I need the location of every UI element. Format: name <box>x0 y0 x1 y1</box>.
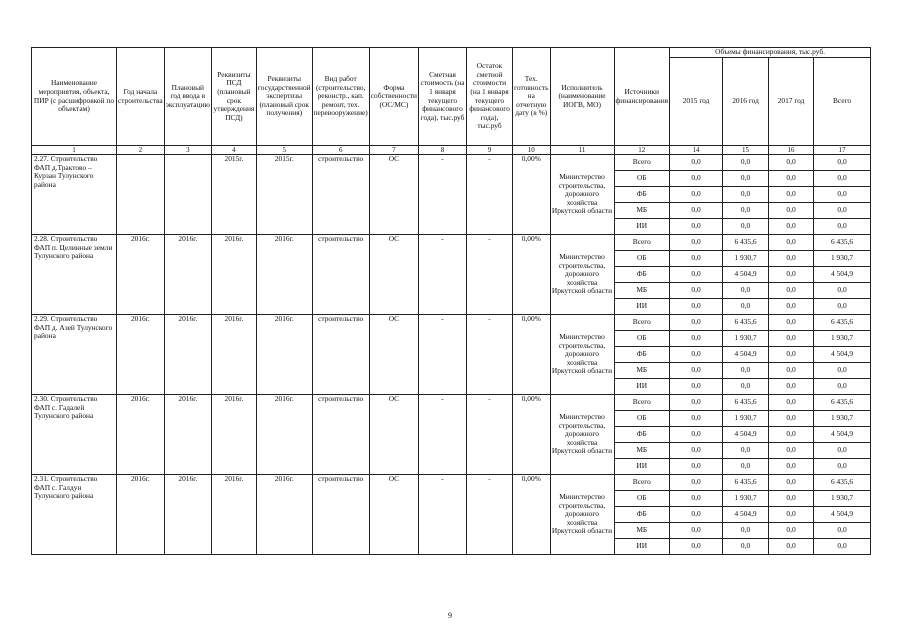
header-2016: 2016 год <box>723 58 769 146</box>
amount-cell: 0,0 <box>723 523 769 539</box>
amount-cell: 1 930,7 <box>723 411 769 427</box>
column-number: 8 <box>419 146 467 155</box>
amount-cell: 0,0 <box>723 443 769 459</box>
executor: Министерство строительства, дорожного хозяйства Иркутской области <box>550 235 614 315</box>
header-2015: 2015 год <box>670 58 723 146</box>
amount-cell: 0,0 <box>769 203 814 219</box>
est-cost: - <box>419 155 467 235</box>
source-label: ИИ <box>614 459 670 475</box>
column-number: 9 <box>467 146 513 155</box>
amount-cell: 0,0 <box>723 155 769 171</box>
amount-cell: 0,0 <box>769 187 814 203</box>
amount-cell: 0,0 <box>814 283 871 299</box>
amount-cell: 1 930,7 <box>814 411 871 427</box>
readiness: 0,00% <box>513 475 550 555</box>
start-year: 2016г. <box>117 395 165 475</box>
plan-year: 2016г. <box>164 395 211 475</box>
page-number: 9 <box>448 611 452 620</box>
amount-cell: 0,0 <box>723 363 769 379</box>
expertise-date: 2015г. <box>256 155 312 235</box>
amount-cell: 4 504,9 <box>723 507 769 523</box>
source-label: Всего <box>614 395 670 411</box>
amount-cell: 0,0 <box>814 219 871 235</box>
source-label: МБ <box>614 283 670 299</box>
source-label: ОБ <box>614 331 670 347</box>
header-plan-year: Плановый год ввода в эксплуатацию <box>164 48 211 146</box>
column-number: 4 <box>211 146 256 155</box>
work-type: строительство <box>312 315 369 395</box>
column-number: 16 <box>769 146 814 155</box>
amount-cell: 0,0 <box>769 315 814 331</box>
header-name: Наименование мероприятия, объекта, ПИР (с расшифровкой по объектам) <box>32 48 117 146</box>
amount-cell: 4 504,9 <box>814 347 871 363</box>
expertise-date: 2016г. <box>256 235 312 315</box>
amount-cell: 0,0 <box>814 379 871 395</box>
source-label: ФБ <box>614 507 670 523</box>
column-number: 5 <box>256 146 312 155</box>
readiness: 0,00% <box>513 315 550 395</box>
est-cost: - <box>419 475 467 555</box>
header-work-type: Вид работ (строительство, реконстр., кап. ремонт, тех. перевооружение) <box>312 48 369 146</box>
amount-cell: 6 435,6 <box>814 315 871 331</box>
amount-cell: 0,0 <box>670 315 723 331</box>
header-sources: Источники финансирования <box>614 48 670 146</box>
header-start-year: Год начала строительства <box>117 48 165 146</box>
column-number: 11 <box>550 146 614 155</box>
start-year: 2016г. <box>117 315 165 395</box>
header-readiness: Тех. готовность на отчетную дату (в %) <box>513 48 550 146</box>
column-number: 1 <box>32 146 117 155</box>
amount-cell: 6 435,6 <box>814 475 871 491</box>
executor: Министерство строительства, дорожного хозяйства Иркутской области <box>550 155 614 235</box>
source-label: ОБ <box>614 251 670 267</box>
source-label: ФБ <box>614 267 670 283</box>
amount-cell: 0,0 <box>670 251 723 267</box>
amount-cell: 0,0 <box>814 155 871 171</box>
amount-cell: 0,0 <box>670 331 723 347</box>
amount-cell: 4 504,9 <box>814 267 871 283</box>
amount-cell: 0,0 <box>723 283 769 299</box>
readiness: 0,00% <box>513 395 550 475</box>
amount-cell: 0,0 <box>670 283 723 299</box>
financing-table <box>31 47 871 555</box>
header-remain-cost: Остаток сметной стоимости (на 1 января текущего финансового года), тыс.руб <box>467 48 513 146</box>
header-volumes: Объемы финансирования, тыс.руб. <box>670 48 871 58</box>
amount-cell: 0,0 <box>670 523 723 539</box>
source-label: Всего <box>614 475 670 491</box>
amount-cell: 0,0 <box>670 491 723 507</box>
amount-cell: 1 930,7 <box>814 331 871 347</box>
amount-cell: 4 504,9 <box>814 427 871 443</box>
readiness: 0,00% <box>513 155 550 235</box>
column-number: 17 <box>814 146 871 155</box>
amount-cell: 0,0 <box>769 251 814 267</box>
est-cost: - <box>419 315 467 395</box>
expertise-date: 2016г. <box>256 395 312 475</box>
amount-cell: 0,0 <box>670 507 723 523</box>
amount-cell: 0,0 <box>814 203 871 219</box>
est-cost: - <box>419 235 467 315</box>
table-row <box>32 155 871 171</box>
start-year <box>117 155 165 235</box>
amount-cell: 0,0 <box>814 299 871 315</box>
table-row <box>32 475 871 491</box>
ownership: ОС <box>369 155 418 235</box>
amount-cell: 0,0 <box>769 523 814 539</box>
source-label: МБ <box>614 443 670 459</box>
amount-cell: 0,0 <box>670 363 723 379</box>
ownership: ОС <box>369 475 418 555</box>
amount-cell: 0,0 <box>769 363 814 379</box>
source-label: МБ <box>614 523 670 539</box>
header-est-cost: Сметная стоимость (на 1 января текущего финансового года), тыс.руб <box>419 48 467 146</box>
source-label: ФБ <box>614 187 670 203</box>
amount-cell: 0,0 <box>769 443 814 459</box>
source-label: МБ <box>614 363 670 379</box>
amount-cell: 4 504,9 <box>814 507 871 523</box>
header-2017: 2017 год <box>769 58 814 146</box>
amount-cell: 1 930,7 <box>814 491 871 507</box>
amount-cell: 1 930,7 <box>723 491 769 507</box>
amount-cell: 6 435,6 <box>723 235 769 251</box>
amount-cell: 0,0 <box>723 539 769 555</box>
source-label: ФБ <box>614 347 670 363</box>
header-executor: Исполнитель (наименование ИОГВ, МО) <box>550 48 614 146</box>
amount-cell: 0,0 <box>670 299 723 315</box>
source-label: ИИ <box>614 299 670 315</box>
ownership: ОС <box>369 315 418 395</box>
source-label: ОБ <box>614 411 670 427</box>
psd-date: 2015г. <box>211 155 256 235</box>
executor: Министерство строительства, дорожного хозяйства Иркутской области <box>550 315 614 395</box>
amount-cell: 0,0 <box>769 299 814 315</box>
column-number: 6 <box>312 146 369 155</box>
remain-cost: - <box>467 155 513 235</box>
amount-cell: 0,0 <box>769 347 814 363</box>
amount-cell: 0,0 <box>769 459 814 475</box>
amount-cell: 0,0 <box>814 171 871 187</box>
ownership: ОС <box>369 235 418 315</box>
amount-cell: 0,0 <box>670 459 723 475</box>
readiness: 0,00% <box>513 235 550 315</box>
amount-cell: 4 504,9 <box>723 427 769 443</box>
remain-cost: - <box>467 475 513 555</box>
amount-cell: 0,0 <box>814 443 871 459</box>
psd-date: 2016г. <box>211 315 256 395</box>
object-name: 2.28. Строительство ФАП п. Целинные земли Тулунского района <box>32 235 117 315</box>
amount-cell: 0,0 <box>769 219 814 235</box>
amount-cell: 1 930,7 <box>814 251 871 267</box>
executor: Министерство строительства, дорожного хозяйства Иркутской области <box>550 475 614 555</box>
table-row <box>32 235 871 251</box>
amount-cell: 0,0 <box>723 379 769 395</box>
amount-cell: 0,0 <box>670 235 723 251</box>
psd-date: 2016г. <box>211 475 256 555</box>
amount-cell: 0,0 <box>769 475 814 491</box>
amount-cell: 6 435,6 <box>814 395 871 411</box>
source-label: Всего <box>614 235 670 251</box>
column-number: 3 <box>164 146 211 155</box>
amount-cell: 0,0 <box>769 507 814 523</box>
amount-cell: 0,0 <box>814 363 871 379</box>
amount-cell: 0,0 <box>670 443 723 459</box>
column-number: 2 <box>117 146 165 155</box>
amount-cell: 0,0 <box>814 539 871 555</box>
amount-cell: 0,0 <box>769 395 814 411</box>
amount-cell: 0,0 <box>769 331 814 347</box>
amount-cell: 0,0 <box>769 491 814 507</box>
amount-cell: 6 435,6 <box>723 315 769 331</box>
remain-cost: - <box>467 235 513 315</box>
work-type: строительство <box>312 155 369 235</box>
source-label: Всего <box>614 155 670 171</box>
remain-cost: - <box>467 395 513 475</box>
object-name: 2.29. Строительство ФАП д. Азей Тулунского района <box>32 315 117 395</box>
remain-cost: - <box>467 315 513 395</box>
source-label: ФБ <box>614 427 670 443</box>
est-cost: - <box>419 395 467 475</box>
object-name: 2.31. Строительство ФАП с. Галдун Тулунского района <box>32 475 117 555</box>
table-row <box>32 395 871 411</box>
amount-cell: 0,0 <box>769 539 814 555</box>
amount-cell: 0,0 <box>769 155 814 171</box>
source-label: ОБ <box>614 171 670 187</box>
amount-cell: 0,0 <box>814 187 871 203</box>
amount-cell: 0,0 <box>814 459 871 475</box>
amount-cell: 0,0 <box>670 395 723 411</box>
source-label: МБ <box>614 203 670 219</box>
amount-cell: 6 435,6 <box>723 475 769 491</box>
source-label: Всего <box>614 315 670 331</box>
column-numbers-row <box>32 146 871 155</box>
header-ownership: Форма собственности (ОС/МС) <box>369 48 418 146</box>
start-year: 2016г. <box>117 475 165 555</box>
amount-cell: 4 504,9 <box>723 347 769 363</box>
amount-cell: 0,0 <box>670 171 723 187</box>
amount-cell: 6 435,6 <box>723 395 769 411</box>
amount-cell: 0,0 <box>670 219 723 235</box>
amount-cell: 0,0 <box>769 427 814 443</box>
plan-year: 2016г. <box>164 475 211 555</box>
psd-date: 2016г. <box>211 235 256 315</box>
amount-cell: 0,0 <box>769 283 814 299</box>
amount-cell: 0,0 <box>723 171 769 187</box>
amount-cell: 0,0 <box>670 475 723 491</box>
amount-cell: 0,0 <box>670 427 723 443</box>
amount-cell: 0,0 <box>670 267 723 283</box>
amount-cell: 0,0 <box>670 411 723 427</box>
column-number: 12 <box>614 146 670 155</box>
plan-year <box>164 155 211 235</box>
plan-year: 2016г. <box>164 315 211 395</box>
amount-cell: 0,0 <box>814 523 871 539</box>
amount-cell: 0,0 <box>769 411 814 427</box>
amount-cell: 0,0 <box>769 379 814 395</box>
amount-cell: 0,0 <box>670 155 723 171</box>
header-total: Всего <box>814 58 871 146</box>
amount-cell: 0,0 <box>723 459 769 475</box>
plan-year: 2016г. <box>164 235 211 315</box>
amount-cell: 4 504,9 <box>723 267 769 283</box>
header-psd: Реквизиты ПСД (плановый срок утверждения ПСД) <box>211 48 256 146</box>
ownership: ОС <box>369 395 418 475</box>
amount-cell: 0,0 <box>670 347 723 363</box>
psd-date: 2016г. <box>211 395 256 475</box>
amount-cell: 0,0 <box>723 203 769 219</box>
amount-cell: 0,0 <box>670 187 723 203</box>
executor: Министерство строительства, дорожного хозяйства Иркутской области <box>550 395 614 475</box>
object-name: 2.30. Строительство ФАП с. Гадалей Тулунского района <box>32 395 117 475</box>
amount-cell: 0,0 <box>670 379 723 395</box>
column-number: 14 <box>670 146 723 155</box>
amount-cell: 0,0 <box>723 219 769 235</box>
source-label: ИИ <box>614 379 670 395</box>
amount-cell: 1 930,7 <box>723 251 769 267</box>
header-expertise: Реквизиты государственной экспертизы (плановый срок получения) <box>256 48 312 146</box>
expertise-date: 2016г. <box>256 475 312 555</box>
amount-cell: 1 930,7 <box>723 331 769 347</box>
amount-cell: 0,0 <box>723 299 769 315</box>
amount-cell: 0,0 <box>769 235 814 251</box>
amount-cell: 6 435,6 <box>814 235 871 251</box>
source-label: ИИ <box>614 539 670 555</box>
amount-cell: 0,0 <box>723 187 769 203</box>
amount-cell: 0,0 <box>769 267 814 283</box>
source-label: ИИ <box>614 219 670 235</box>
source-label: ОБ <box>614 491 670 507</box>
amount-cell: 0,0 <box>769 171 814 187</box>
amount-cell: 0,0 <box>670 203 723 219</box>
column-number: 15 <box>723 146 769 155</box>
column-number: 10 <box>513 146 550 155</box>
column-number: 7 <box>369 146 418 155</box>
work-type: строительство <box>312 235 369 315</box>
work-type: строительство <box>312 395 369 475</box>
work-type: строительство <box>312 475 369 555</box>
amount-cell: 0,0 <box>670 539 723 555</box>
table-row <box>32 315 871 331</box>
start-year: 2016г. <box>117 235 165 315</box>
expertise-date: 2016г. <box>256 315 312 395</box>
object-name: 2.27. Строительство ФАП д.Трактово – Курзан Тулунского района <box>32 155 117 235</box>
